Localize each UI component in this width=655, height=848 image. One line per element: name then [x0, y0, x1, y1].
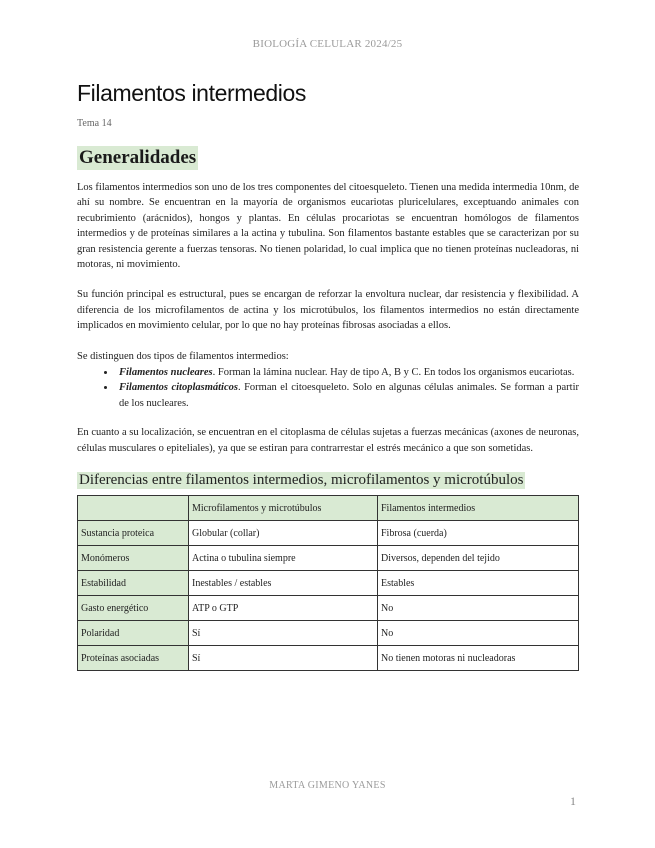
table-header-cell: Filamentos intermedios	[378, 496, 579, 521]
table-header-row	[78, 496, 579, 521]
table-cell: No	[378, 596, 579, 621]
table-cell: Diversos, dependen del tejido	[378, 546, 579, 571]
table-cell: Fibrosa (cuerda)	[378, 521, 579, 546]
row-header-cell: Monómeros	[78, 546, 189, 571]
description-citoplasmaticos: . Forman el citoesqueleto. Solo en algunas células animales. Se forman a partir de los nucleares.	[119, 382, 579, 409]
row-header-cell: Sustancia proteica	[78, 521, 189, 546]
document-body	[77, 146, 579, 671]
page-number: 1	[570, 794, 576, 808]
term-filamentos-citoplasmaticos: Filamentos citoplasmáticos	[119, 382, 238, 394]
table-header-cell: Microfilamentos y microtúbulos	[189, 496, 378, 521]
description-nucleares: . Forman la lámina nuclear. Hay de tipo A, B y C. En todos los organismos eucariotas.	[212, 367, 575, 379]
table-row	[78, 571, 579, 596]
table-cell: Actina o tubulina siempre	[189, 546, 378, 571]
list-item-nucleares	[116, 365, 579, 380]
paragraph-function: Su función principal es estructural, pues se encargan de reforzar la envoltura nuclear, dar resistencia y flexibilidad. A diferencia de los microfilamentos de actina y los microtúbulos, los filamentos intermedios no están directamente implicados en movimiento celular, por lo que no hay proteínas fibrosas asociadas a ellos.	[77, 289, 579, 332]
table-row	[78, 521, 579, 546]
page-header: BIOLOGÍA CELULAR 2024/25	[252, 38, 403, 50]
table-row	[78, 546, 579, 571]
types-intro: Se distinguen dos tipos de filamentos intermedios:	[77, 350, 289, 362]
document-title: Filamentos intermedios	[77, 80, 306, 106]
table-cell: Sí	[189, 646, 378, 671]
table-cell: Inestables / estables	[189, 571, 378, 596]
page-footer-author: MARTA GIMENO YANES	[269, 780, 386, 791]
table-cell: ATP o GTP	[189, 596, 378, 621]
paragraph-localizacion: En cuanto a su localización, se encuentran en el citoplasma de células sujetas a fuerzas mecánicas (axones de neuronas, células musculares o epiteliales), ya que se estiran para contrarrestar el estrés mecánico a que son sometidas.	[77, 427, 579, 454]
row-header-cell: Polaridad	[78, 621, 189, 646]
table-cell: Globular (collar)	[189, 521, 378, 546]
document-subtitle: Tema 14	[77, 118, 112, 129]
section-heading-diferencias: Diferencias entre filamentos intermedios, microfilamentos y microtúbulos	[79, 472, 524, 489]
table-row	[78, 596, 579, 621]
table-cell: No tienen motoras ni nucleadoras	[378, 646, 579, 671]
row-header-cell: Proteínas asociadas	[78, 646, 189, 671]
comparison-table	[77, 495, 579, 671]
paragraph-intro: Los filamentos intermedios son uno de los tres componentes del citoesqueleto. Tienen una medida intermedia 10nm, de ahí su nombre. Se encuentran en la mayoría de organismos eucariotas pluricelulares, exceptuando animales con recubrimiento (arácnidos), hongos y plantas. En células procariotas se encuentran homólogos de filamentos intermedios y de proteínas similares a la actina y tubulina. Son filamentos bastante estables que se caracterizan por su gran resistencia gerente a fuerzas tensoras. No tienen polaridad, lo cual implica que no tienen proteínas nucleadoras, ni motoras, ni movimiento.	[77, 182, 579, 271]
table-cell: Sí	[189, 621, 378, 646]
table-row	[78, 646, 579, 671]
table-cell: Estables	[378, 571, 579, 596]
section-heading-generalidades: Generalidades	[79, 147, 197, 168]
row-header-cell: Estabilidad	[78, 571, 189, 596]
list-item-citoplasmaticos	[116, 380, 579, 411]
types-list	[77, 365, 579, 411]
table-row	[78, 621, 579, 646]
row-header-cell: Gasto energético	[78, 596, 189, 621]
term-filamentos-nucleares: Filamentos nucleares	[119, 367, 213, 379]
table-header-cell	[78, 496, 189, 521]
table-cell: No	[378, 621, 579, 646]
